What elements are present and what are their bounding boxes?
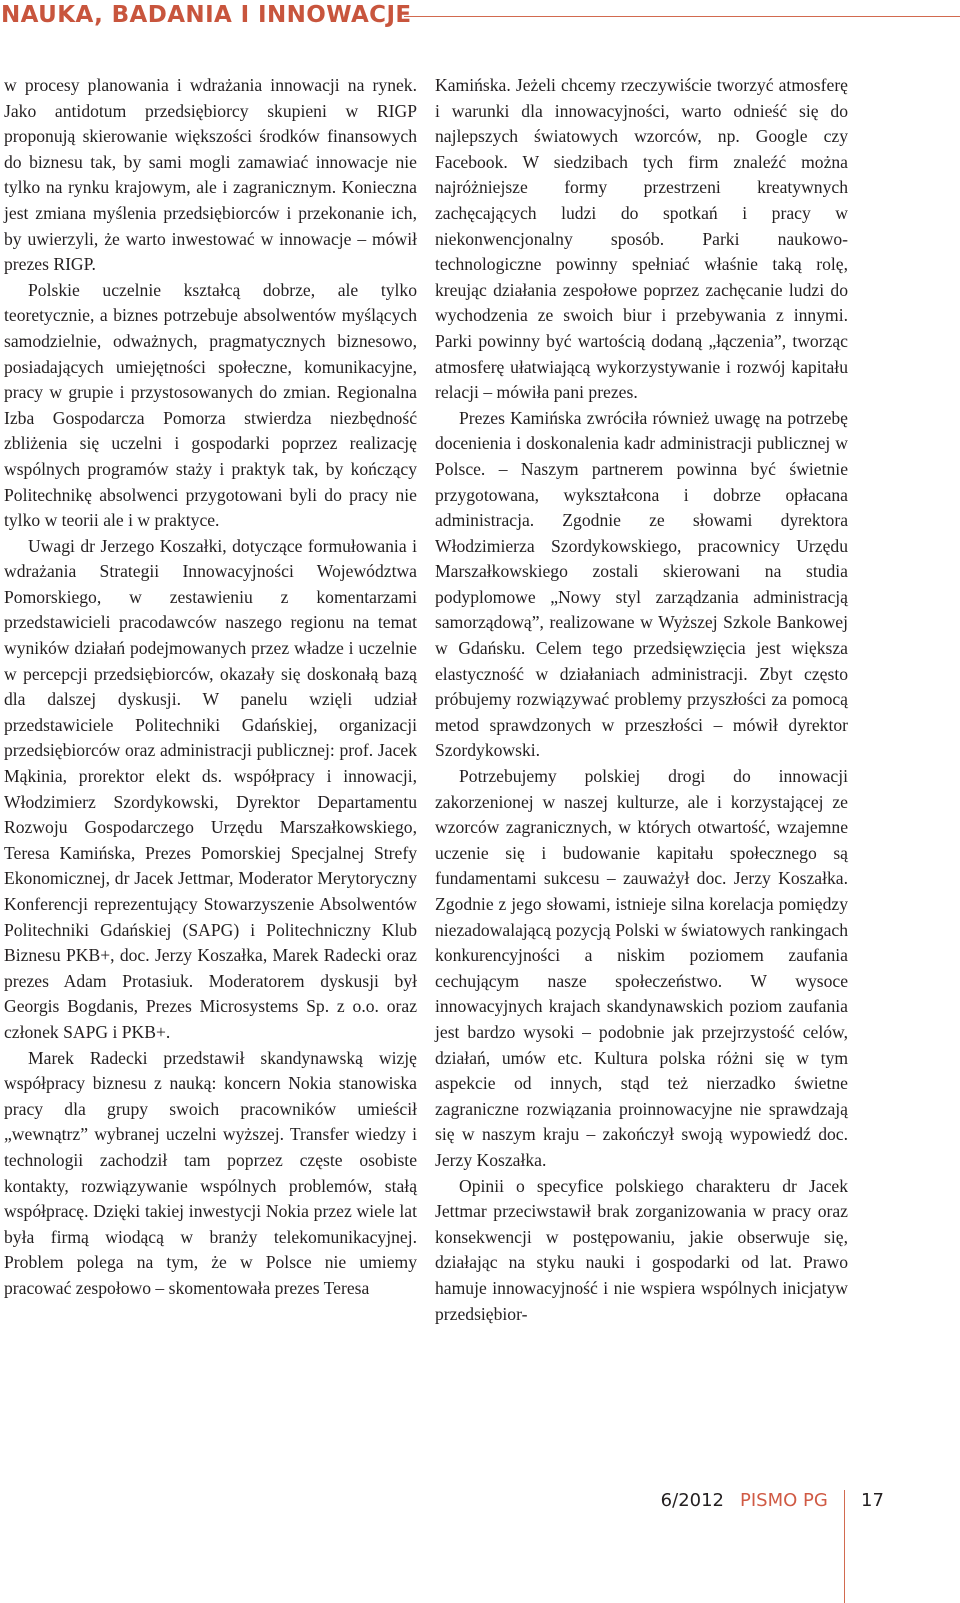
page-footer (0, 1470, 960, 1603)
footer-rule (844, 1490, 845, 1603)
article-paragraph: Marek Radecki przedstawił skandynawską wizję współpracy biznesu z nauką: koncern Nokia stanowiska pracy dla grupy swoich pracowników umieścił „wewnątrz” wybranej uczelni wyższej. Transfer wiedzy i technologii zachodził tam poprzez częste osobiste kontakty, rozwiązywanie wspólnych problemów, stałą współpracę. Dzięki takiej inwestycji Nokia przez wiele lat była firmą wiodącą w branży telekomunikacyjnej. Problem polega na tym, że w Polsce nie umiemy pracować zespołowo – skomentowała prezes Teresa (4, 1047, 417, 1298)
article-paragraph: Opinii o specyfice polskiego charakteru dr Jacek Jettmar przeciwstawił brak zorganizowania w pracy oraz konsekwencji w postępowaniu, jakie obserwuje się, działając na styku nauki i gospodarki od lat. Prawo hamuje innowacyjność i nie wspiera wspólnych inicjatyw przedsiębior- (435, 1175, 848, 1324)
article-paragraph: Potrzebujemy polskiej drogi do innowacji zakorzenionej w naszej kulturze, ale i korzystającej ze wzorców zagranicznych, w których otwartość, wzajemne uczenie się i budowanie kapitału społecznego są fundamentami sukcesu – zauważył doc. Jerzy Koszałka. Zgodnie z jego słowami, istnieje silna korelacja pomiędzy niezadowalającą pozycją Polski w światowych rankingach konkurencyjności a niskim poziomem zaufania cechującym nasze społeczeństwo. W wysoce innowacyjnych krajach skandynawskich poziom zaufania jest bardzo wysoki – podobnie jak przejrzystość celów, działań, umów etc. Kultura polska różni się w tym aspekcie od innych, stąd też nierzadko świetne zagraniczne rozwiązania proinnowacyjne nie sprawdzają się w naszym kraju – zakończył swoją wypowiedź doc. Jerzy Koszałka. (435, 766, 848, 1170)
article-paragraph: Prezes Kamińska zwróciła również uwagę na potrzebę docenienia i doskonalenia kadr administracji publicznej w Polsce. – Naszym partnerem powinna być świetnie przygotowana, wykształcona i dobrze opłacana administracja. Zgodnie ze słowami dyrektora Włodzimierza Szordykowskiego, pracownicy Urzędu Marszałkowskiego zostali skierowani na studia podyplomowe „Nowy styl zarządzania administracją samorządową”, realizowane w Wyższej Szkole Bankowej w Gdańsku. Celem tego przedsięwzięcia jest większa elastyczność w działaniach administracji. Zbyt często próbujemy rozwiązywać problemy przyszłości za pomocą metod sprawdzonych w przeszłości – mówił dyrektor Szordykowski. (435, 407, 848, 761)
journal-name: PISMO PG (740, 1490, 828, 1511)
right-column (435, 73, 848, 1327)
left-column (4, 73, 417, 1302)
article-paragraph: Polskie uczelnie kształcą dobrze, ale tylko teoretycznie, a biznes potrzebuje absolwentów myślących samodzielnie, odważnych, pragmatycznych biznesowo, posiadających umiejętności społeczne, komunikacyjne, pracy w grupie i przystosowanych do zmian. Regionalna Izba Gospodarcza Pomorza stwierdza niezbędność zbliżenia się uczelni i gospodarki poprzez realizację wspólnych programów staży i praktyk tak, by kończący Politechnikę absolwenci przygotowani byli do pracy nie tylko w teorii ale i w praktyce. (4, 279, 417, 531)
article-paragraph: Kamińska. Jeżeli chcemy rzeczywiście tworzyć atmosferę i warunki dla innowacyjności, warto odnieść się do najlepszych światowych wzorców, np. Google czy Facebook. W siedzibach tych firm znaleźć można najróżniejsze formy przestrzeni kreatywnych zachęcających ludzi do spotkań i pracy w niekonwencjonalny sposób. Parki naukowo-technologiczne powinny spełniać właśnie taką rolę, kreując działania zespołowe poprzez zachęcanie ludzi do wychodzenia ze swoich biur i przebywania z innymi. Parki powinny być wartością dodaną „łączenia”, tworząc atmosferę ułatwiającą wykorzystywanie i rozwój kapitału relacji – mówiła pani prezes. (435, 75, 848, 403)
article-paragraph: w procesy planowania i wdrażania innowacji na rynek. Jako antidotum przedsiębiorcy skupieni w RIGP proponują skierowanie większości środków finansowych do biznesu tak, by sami mogli zamawiać innowacje nie tylko na rynku krajowym, ale i zagranicznym. Konieczna jest zmiana myślenia przedsiębiorców i przekonanie ich, by uwierzyli, że warto inwestować w innowacje – mówił prezes RIGP. (4, 75, 417, 275)
issue-number: 6/2012 (660, 1490, 724, 1511)
page-header (0, 0, 960, 34)
article-paragraph: Uwagi dr Jerzego Koszałki, dotyczące formułowania i wdrażania Strategii Innowacyjności Województwa Pomorskiego, w zestawieniu z komentarzami przedstawicieli pracodawców naszego regionu na temat wyników działań podejmowanych przez władze i uczelnie w percepcji przedsiębiorców, okazały się doskonałą bazą dla dalszej dyskusji. W panelu wzięli udział przedstawiciele Politechniki Gdańskiej, organizacji przedsiębiorców oraz administracji publicznej: prof. Jacek Mąkinia, prorektor elekt ds. współpracy i innowacji, Włodzimierz Szordykowski, Dyrektor Departamentu Rozwoju Gospodarczego Urzędu Marszałkowskiego, Teresa Kamińska, Prezes Pomorskiej Specjalnej Strefy Ekonomicznej, dr Jacek Jettmar, Moderator Merytoryczny Konferencji reprezentujący Stowarzyszenie Absolwentów Politechniki Gdańskiej (SAPG) i Politechniczny Klub Biznesu PKB+, doc. Jerzy Koszałka, Marek Radecki oraz prezes Adam Protasiuk. Moderatorem dyskusji był Georgis Bogdanis, Prezes Microsystems Sp. z o.o. oraz członek SAPG i PKB+. (4, 535, 417, 1042)
section-title: NAUKA, BADANIA I INNOWACJE (1, 2, 412, 28)
page-number: 17 (861, 1490, 884, 1511)
header-rule (404, 16, 960, 17)
